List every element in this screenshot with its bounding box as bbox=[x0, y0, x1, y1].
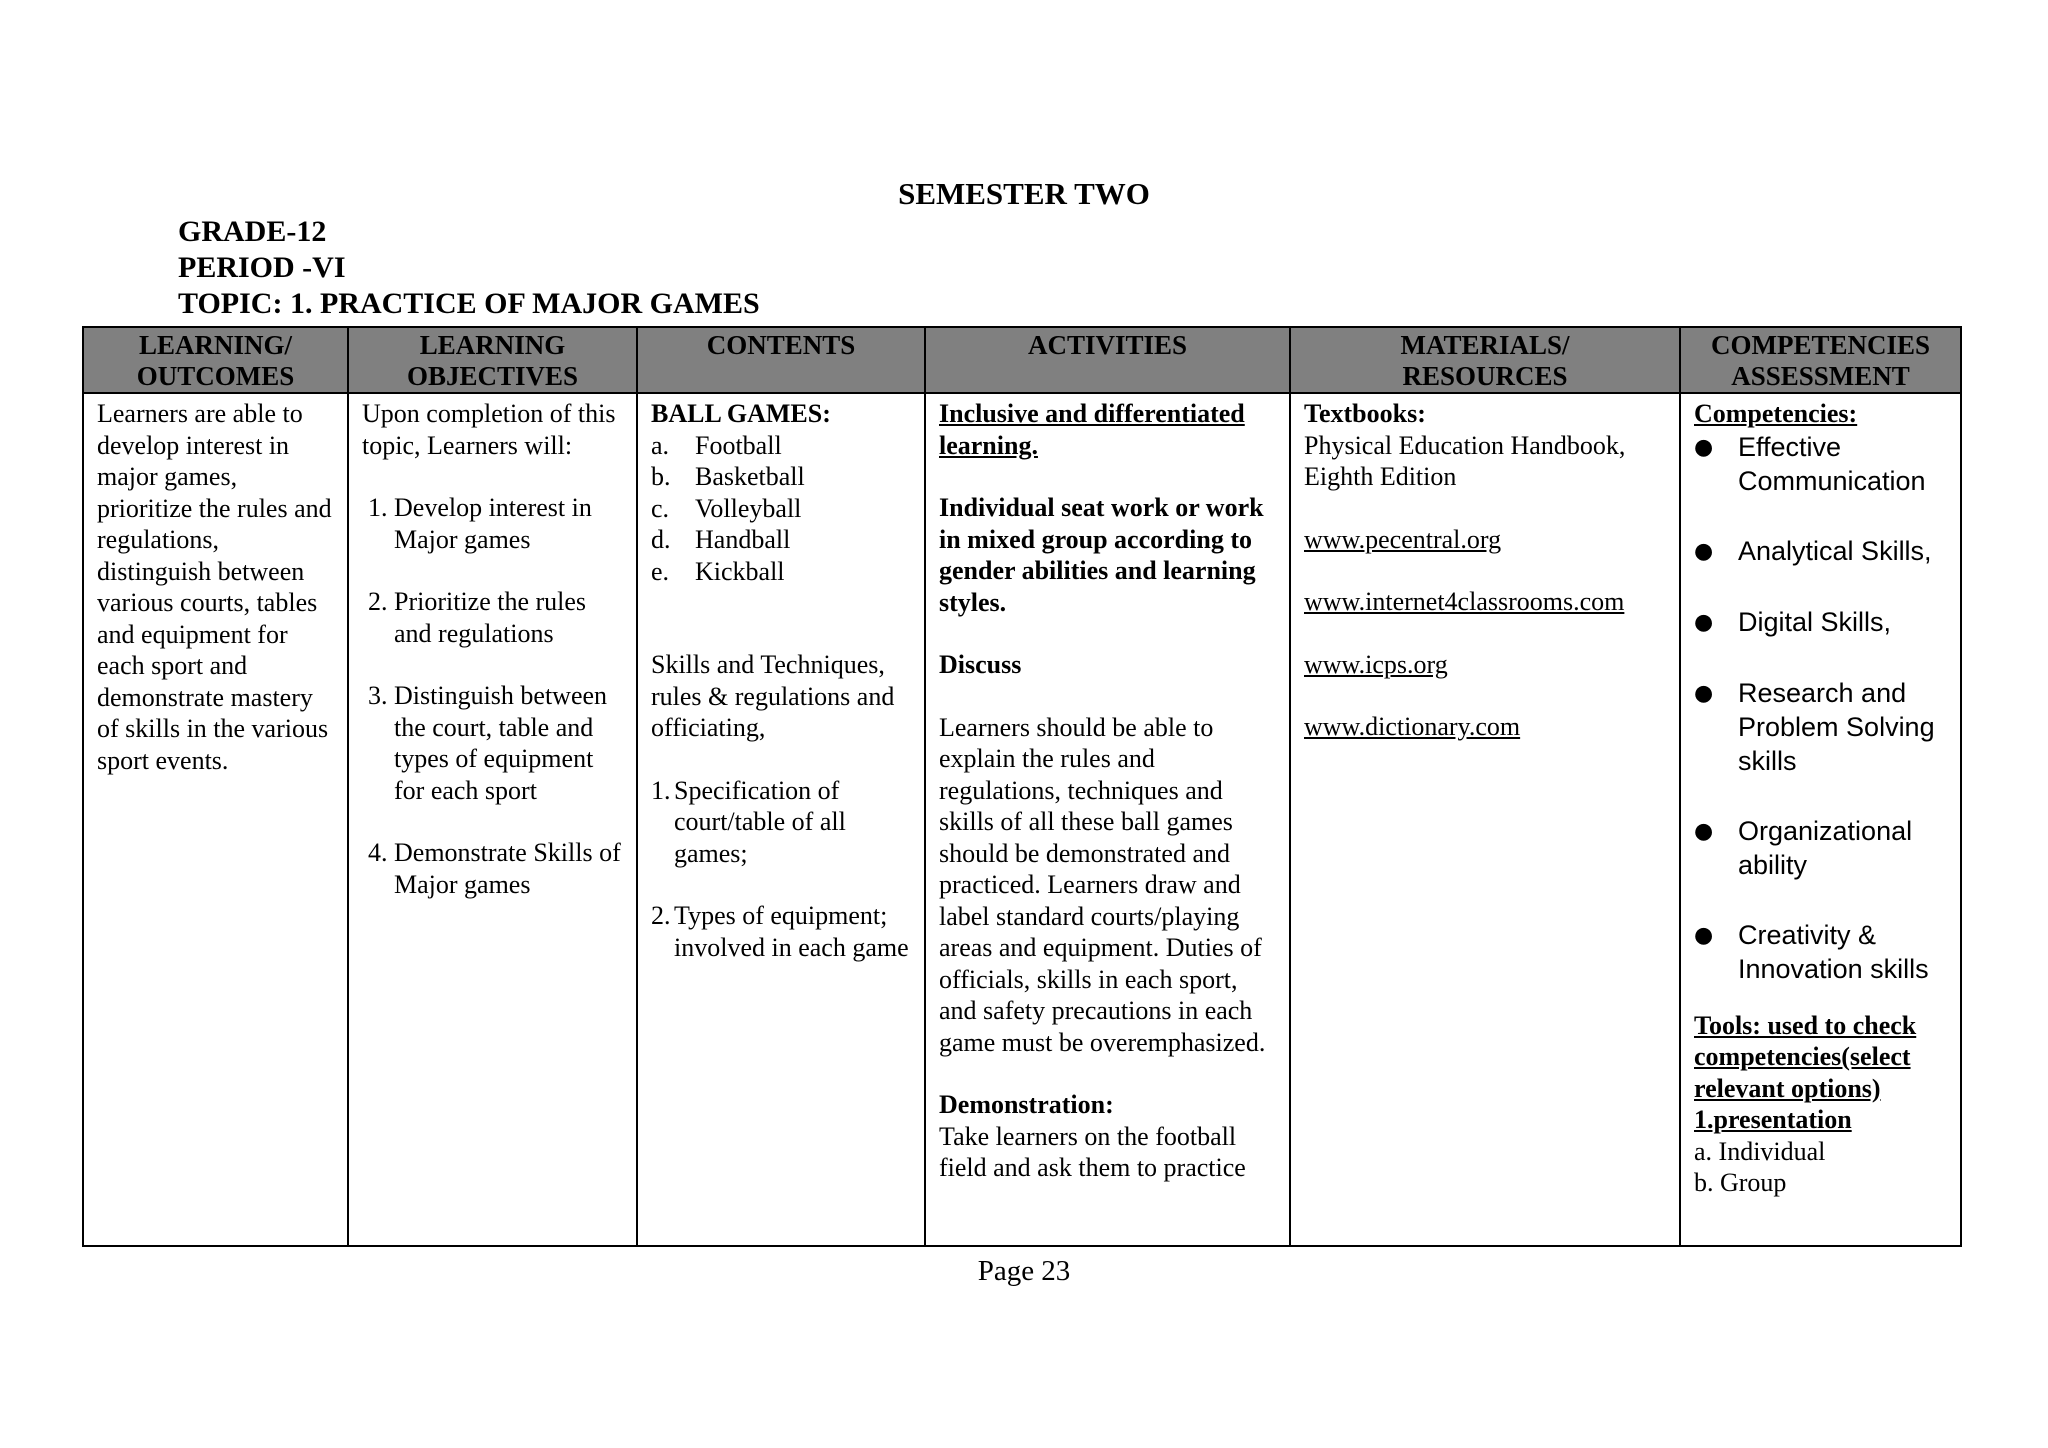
presentation-label: 1.presentation bbox=[1694, 1105, 1852, 1134]
list-item: ● Digital Skills, bbox=[1694, 605, 1948, 640]
tools-label: Tools: used to check competencies(select relevant options) bbox=[1694, 1010, 1917, 1103]
skills-text: Skills and Techniques, rules & regulations and officiating, bbox=[651, 650, 895, 742]
table-row bbox=[83, 393, 1961, 1246]
resource-link-internet4classrooms[interactable]: www.internet4classrooms.com bbox=[1304, 587, 1625, 616]
list-item: 4. Demonstrate Skills of Major games bbox=[394, 837, 624, 900]
list-item: c. Volleyball bbox=[651, 493, 802, 523]
list-item: ● Creativity & Innovation skills bbox=[1694, 919, 1929, 984]
column-header-objectives: LEARNING OBJECTIVES bbox=[348, 327, 637, 393]
outcomes-text: Learners are able to develop interest in major games, prioritize the rules and regulations, distinguish between various courts, tables and equipment for each sport and demonstrate mastery of skills in the various sport events. bbox=[97, 399, 332, 775]
column-header-contents: CONTENTS bbox=[637, 327, 925, 393]
option-group: b. Group bbox=[1694, 1168, 1787, 1197]
page-number: Page 23 bbox=[977, 1255, 1071, 1287]
list-item: ● Effective Communication bbox=[1694, 431, 1926, 496]
list-item: 3. Distinguish between the court, table and types of equipment for each sport bbox=[394, 680, 624, 806]
list-item: b. Basketball bbox=[651, 462, 805, 491]
list-item: ● Organizational ability bbox=[1694, 815, 1913, 880]
competencies-label: Competencies: bbox=[1694, 399, 1858, 428]
resource-link-dictionary[interactable]: www.dictionary.com bbox=[1304, 712, 1521, 741]
bullet-icon: ● bbox=[1694, 818, 1714, 844]
demonstration-label: Demonstration: bbox=[939, 1090, 1114, 1119]
objectives-list bbox=[362, 492, 624, 900]
list-item: ● Analytical Skills, bbox=[1694, 534, 1948, 569]
bullet-icon: ● bbox=[1694, 434, 1714, 460]
textbook-title: Physical Education Handbook, Eighth Edition bbox=[1304, 430, 1626, 491]
column-header-outcomes: LEARNING/ OUTCOMES bbox=[83, 327, 348, 393]
resource-link-icps[interactable]: www.icps.org bbox=[1304, 649, 1448, 679]
competencies-list bbox=[1694, 430, 1948, 986]
column-header-competencies: COMPETENCIES ASSESSMENT bbox=[1680, 327, 1961, 393]
textbooks-label: Textbooks: bbox=[1304, 399, 1426, 428]
bullet-icon: ● bbox=[1694, 538, 1714, 564]
list-item: ● Research and Problem Solving skills bbox=[1694, 677, 1935, 776]
list-item: 2. Prioritize the rules and regulations bbox=[394, 586, 624, 649]
discuss-text: Learners should be able to explain the rules and regulations, techniques and skills of all these ball games should be demonstrated and practiced. Learners draw and label standard courts/playing areas and equipment. Duties of officials, skills in each sport, and safety precautions in each game must be overemphasized. bbox=[939, 712, 1266, 1057]
materials-cell bbox=[1290, 393, 1680, 1246]
bullet-icon: ● bbox=[1694, 680, 1714, 706]
semester-heading: SEMESTER TWO bbox=[898, 176, 1150, 211]
outcomes-cell bbox=[83, 393, 348, 1246]
option-individual: a. Individual bbox=[1694, 1136, 1826, 1166]
contents-cell bbox=[637, 393, 925, 1246]
activities-heading: Inclusive and differentiated learning. bbox=[939, 399, 1245, 460]
topic-title: TOPIC: 1. PRACTICE OF MAJOR GAMES bbox=[178, 287, 760, 320]
list-item: 1. Specification of court/table of all games; bbox=[651, 775, 846, 868]
column-header-materials: MATERIALS/ RESOURCES bbox=[1290, 327, 1680, 393]
bullet-icon: ● bbox=[1694, 609, 1714, 635]
competencies-cell bbox=[1680, 393, 1961, 1246]
resource-link-pecentral[interactable]: www.pecentral.org bbox=[1304, 524, 1502, 554]
group-work-text: Individual seat work or work in mixed group according to gender abilities and learning styles. bbox=[939, 493, 1264, 617]
list-item: 1. Develop interest in Major games bbox=[394, 492, 624, 555]
grade-label: GRADE-12 bbox=[178, 215, 327, 248]
period-label: PERIOD -VI bbox=[178, 251, 346, 284]
activities-cell bbox=[925, 393, 1290, 1246]
list-item: a. Football bbox=[651, 430, 782, 460]
list-item: 2. Types of equipment; involved in each game bbox=[651, 901, 909, 962]
list-item: e. Kickball bbox=[651, 556, 785, 586]
ball-games-list bbox=[651, 430, 912, 588]
bullet-icon: ● bbox=[1694, 922, 1714, 948]
list-item: d. Handball bbox=[651, 525, 791, 554]
contents-heading: BALL GAMES: bbox=[651, 399, 831, 428]
lesson-plan-table bbox=[82, 326, 1962, 1247]
objectives-cell bbox=[348, 393, 637, 1246]
demonstration-text: Take learners on the football field and ask them to practice bbox=[939, 1121, 1246, 1182]
discuss-label: Discuss bbox=[939, 650, 1022, 679]
objectives-intro: Upon completion of this topic, Learners will: bbox=[362, 399, 616, 460]
table-header-row bbox=[83, 327, 1961, 393]
column-header-activities: ACTIVITIES bbox=[925, 327, 1290, 393]
